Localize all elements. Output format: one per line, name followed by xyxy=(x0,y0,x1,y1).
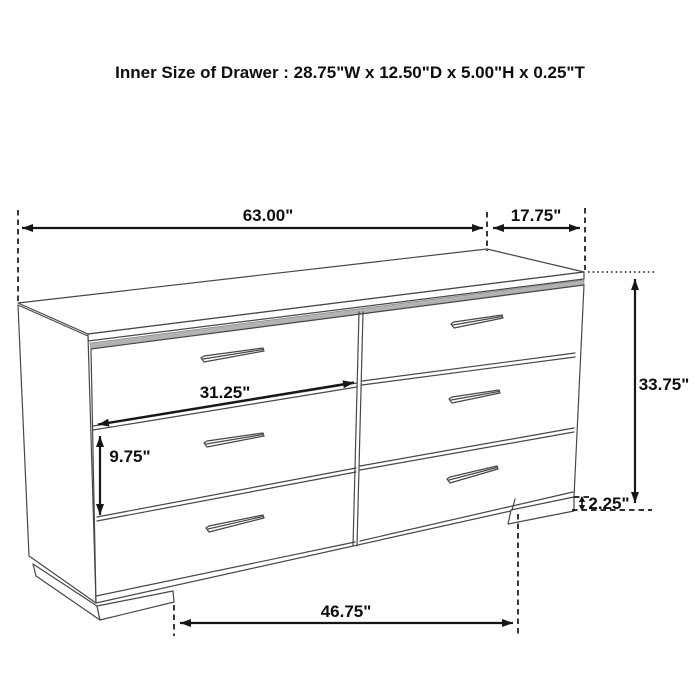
dim-top-depth xyxy=(493,206,580,228)
diagram-title: Inner Size of Drawer : 28.75"W x 12.50"D x 5.00"H x 0.25"T xyxy=(115,63,585,82)
dresser-side-panel xyxy=(18,305,96,603)
dim-base-clearance-label: 46.75" xyxy=(320,602,372,621)
dresser-illustration xyxy=(18,249,584,620)
dim-top-depth-label: 17.75" xyxy=(510,206,562,225)
dim-drawer-width-label: 31.25" xyxy=(199,383,251,402)
dim-base-height xyxy=(572,494,652,513)
dim-base-height-label: 2.25" xyxy=(588,494,630,513)
dim-top-width-label: 63.00" xyxy=(242,206,294,225)
dim-overall-height xyxy=(588,272,689,503)
dim-drawer-height-label: 9.75" xyxy=(109,447,151,466)
dresser-front-face xyxy=(91,285,584,603)
dim-overall-height-label: 33.75" xyxy=(638,375,690,394)
dim-top-width xyxy=(22,206,483,228)
